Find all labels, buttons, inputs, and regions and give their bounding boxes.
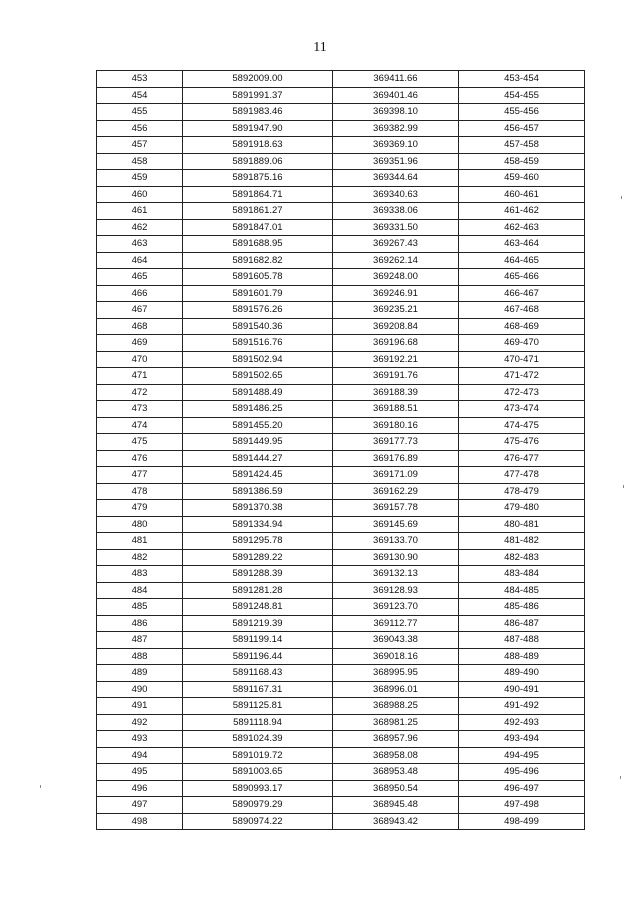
table-row bbox=[97, 186, 585, 203]
point-number-cell: 473 bbox=[97, 401, 183, 418]
segment-cell: 486-487 bbox=[459, 615, 585, 632]
y-coordinate-cell: 369401.46 bbox=[333, 87, 459, 104]
x-coordinate-cell: 5891118.94 bbox=[183, 714, 333, 731]
segment-cell: 464-465 bbox=[459, 252, 585, 269]
y-coordinate-cell: 369192.21 bbox=[333, 351, 459, 368]
segment-cell: 495-496 bbox=[459, 764, 585, 781]
y-coordinate-cell: 369369.10 bbox=[333, 137, 459, 154]
segment-cell: 482-483 bbox=[459, 549, 585, 566]
y-coordinate-cell: 369351.96 bbox=[333, 153, 459, 170]
table-row bbox=[97, 351, 585, 368]
point-number-cell: 483 bbox=[97, 566, 183, 583]
y-coordinate-cell: 368988.25 bbox=[333, 698, 459, 715]
point-number-cell: 453 bbox=[97, 71, 183, 88]
segment-cell: 465-466 bbox=[459, 269, 585, 286]
y-coordinate-cell: 369145.69 bbox=[333, 516, 459, 533]
y-coordinate-cell: 369331.50 bbox=[333, 219, 459, 236]
point-number-cell: 489 bbox=[97, 665, 183, 682]
x-coordinate-cell: 5891605.78 bbox=[183, 269, 333, 286]
x-coordinate-cell: 5891861.27 bbox=[183, 203, 333, 220]
y-coordinate-cell: 369196.68 bbox=[333, 335, 459, 352]
segment-cell: 494-495 bbox=[459, 747, 585, 764]
table-row bbox=[97, 483, 585, 500]
point-number-cell: 478 bbox=[97, 483, 183, 500]
x-coordinate-cell: 5891219.39 bbox=[183, 615, 333, 632]
page-number: 11 bbox=[313, 40, 327, 55]
table-row bbox=[97, 582, 585, 599]
segment-cell: 460-461 bbox=[459, 186, 585, 203]
point-number-cell: 498 bbox=[97, 813, 183, 830]
point-number-cell: 475 bbox=[97, 434, 183, 451]
segment-cell: 488-489 bbox=[459, 648, 585, 665]
table-row bbox=[97, 698, 585, 715]
x-coordinate-cell: 5891875.16 bbox=[183, 170, 333, 187]
x-coordinate-cell: 5891449.95 bbox=[183, 434, 333, 451]
table-row bbox=[97, 467, 585, 484]
x-coordinate-cell: 5891281.28 bbox=[183, 582, 333, 599]
y-coordinate-cell: 369123.70 bbox=[333, 599, 459, 616]
table-row bbox=[97, 549, 585, 566]
point-number-cell: 492 bbox=[97, 714, 183, 731]
point-number-cell: 462 bbox=[97, 219, 183, 236]
segment-cell: 479-480 bbox=[459, 500, 585, 517]
x-coordinate-cell: 5891486.25 bbox=[183, 401, 333, 418]
table-row bbox=[97, 648, 585, 665]
table-row bbox=[97, 335, 585, 352]
x-coordinate-cell: 5890993.17 bbox=[183, 780, 333, 797]
table-row bbox=[97, 764, 585, 781]
segment-cell: 481-482 bbox=[459, 533, 585, 550]
table-row bbox=[97, 417, 585, 434]
x-coordinate-cell: 5891847.01 bbox=[183, 219, 333, 236]
y-coordinate-cell: 369262.14 bbox=[333, 252, 459, 269]
scan-mark bbox=[620, 776, 621, 779]
y-coordinate-cell: 369382.99 bbox=[333, 120, 459, 137]
table-row bbox=[97, 104, 585, 121]
table-row bbox=[97, 137, 585, 154]
table-row bbox=[97, 615, 585, 632]
point-number-cell: 459 bbox=[97, 170, 183, 187]
segment-cell: 491-492 bbox=[459, 698, 585, 715]
y-coordinate-cell: 369191.76 bbox=[333, 368, 459, 385]
table-row bbox=[97, 533, 585, 550]
y-coordinate-cell: 369411.66 bbox=[333, 71, 459, 88]
table-row bbox=[97, 599, 585, 616]
table-row bbox=[97, 450, 585, 467]
table-row bbox=[97, 252, 585, 269]
y-coordinate-cell: 369018.16 bbox=[333, 648, 459, 665]
segment-cell: 462-463 bbox=[459, 219, 585, 236]
x-coordinate-cell: 5891455.20 bbox=[183, 417, 333, 434]
x-coordinate-cell: 5892009.00 bbox=[183, 71, 333, 88]
segment-cell: 473-474 bbox=[459, 401, 585, 418]
table-row bbox=[97, 566, 585, 583]
point-number-cell: 491 bbox=[97, 698, 183, 715]
y-coordinate-cell: 369162.29 bbox=[333, 483, 459, 500]
x-coordinate-cell: 5891019.72 bbox=[183, 747, 333, 764]
segment-cell: 492-493 bbox=[459, 714, 585, 731]
table-row bbox=[97, 813, 585, 830]
y-coordinate-cell: 368996.01 bbox=[333, 681, 459, 698]
x-coordinate-cell: 5891196.44 bbox=[183, 648, 333, 665]
y-coordinate-cell: 368957.96 bbox=[333, 731, 459, 748]
table-row bbox=[97, 632, 585, 649]
segment-cell: 468-469 bbox=[459, 318, 585, 335]
y-coordinate-cell: 368981.25 bbox=[333, 714, 459, 731]
y-coordinate-cell: 368995.95 bbox=[333, 665, 459, 682]
x-coordinate-cell: 5891199.14 bbox=[183, 632, 333, 649]
y-coordinate-cell: 369340.63 bbox=[333, 186, 459, 203]
point-number-cell: 467 bbox=[97, 302, 183, 319]
y-coordinate-cell: 369180.16 bbox=[333, 417, 459, 434]
y-coordinate-cell: 368953.48 bbox=[333, 764, 459, 781]
table-row bbox=[97, 780, 585, 797]
x-coordinate-cell: 5891488.49 bbox=[183, 384, 333, 401]
x-coordinate-cell: 5891288.39 bbox=[183, 566, 333, 583]
x-coordinate-cell: 5891576.26 bbox=[183, 302, 333, 319]
x-coordinate-cell: 5891983.46 bbox=[183, 104, 333, 121]
point-number-cell: 468 bbox=[97, 318, 183, 335]
table-row bbox=[97, 434, 585, 451]
y-coordinate-cell: 369344.64 bbox=[333, 170, 459, 187]
segment-cell: 456-457 bbox=[459, 120, 585, 137]
x-coordinate-cell: 5891502.94 bbox=[183, 351, 333, 368]
x-coordinate-cell: 5891947.90 bbox=[183, 120, 333, 137]
x-coordinate-cell: 5891682.82 bbox=[183, 252, 333, 269]
x-coordinate-cell: 5891003.65 bbox=[183, 764, 333, 781]
table-row bbox=[97, 318, 585, 335]
table-row bbox=[97, 87, 585, 104]
segment-cell: 497-498 bbox=[459, 797, 585, 814]
x-coordinate-cell: 5891424.45 bbox=[183, 467, 333, 484]
point-number-cell: 477 bbox=[97, 467, 183, 484]
y-coordinate-cell: 369176.89 bbox=[333, 450, 459, 467]
segment-cell: 472-473 bbox=[459, 384, 585, 401]
point-number-cell: 456 bbox=[97, 120, 183, 137]
y-coordinate-cell: 368945.48 bbox=[333, 797, 459, 814]
segment-cell: 470-471 bbox=[459, 351, 585, 368]
segment-cell: 461-462 bbox=[459, 203, 585, 220]
segment-cell: 466-467 bbox=[459, 285, 585, 302]
x-coordinate-cell: 5891248.81 bbox=[183, 599, 333, 616]
point-number-cell: 488 bbox=[97, 648, 183, 665]
y-coordinate-cell: 369128.93 bbox=[333, 582, 459, 599]
segment-cell: 498-499 bbox=[459, 813, 585, 830]
y-coordinate-cell: 369043.38 bbox=[333, 632, 459, 649]
y-coordinate-cell: 369132.13 bbox=[333, 566, 459, 583]
table-row bbox=[97, 401, 585, 418]
segment-cell: 493-494 bbox=[459, 731, 585, 748]
segment-cell: 463-464 bbox=[459, 236, 585, 253]
x-coordinate-cell: 5891502.65 bbox=[183, 368, 333, 385]
x-coordinate-cell: 5891024.39 bbox=[183, 731, 333, 748]
segment-cell: 477-478 bbox=[459, 467, 585, 484]
point-number-cell: 463 bbox=[97, 236, 183, 253]
y-coordinate-cell: 369171.09 bbox=[333, 467, 459, 484]
segment-cell: 478-479 bbox=[459, 483, 585, 500]
point-number-cell: 457 bbox=[97, 137, 183, 154]
table-row bbox=[97, 236, 585, 253]
table-row bbox=[97, 681, 585, 698]
point-number-cell: 487 bbox=[97, 632, 183, 649]
y-coordinate-cell: 369188.51 bbox=[333, 401, 459, 418]
point-number-cell: 471 bbox=[97, 368, 183, 385]
table-row bbox=[97, 120, 585, 137]
scan-mark bbox=[40, 785, 41, 788]
x-coordinate-cell: 5891167.31 bbox=[183, 681, 333, 698]
x-coordinate-cell: 5891125.81 bbox=[183, 698, 333, 715]
point-number-cell: 490 bbox=[97, 681, 183, 698]
point-number-cell: 476 bbox=[97, 450, 183, 467]
table-row bbox=[97, 797, 585, 814]
point-number-cell: 479 bbox=[97, 500, 183, 517]
x-coordinate-cell: 5890974.22 bbox=[183, 813, 333, 830]
point-number-cell: 461 bbox=[97, 203, 183, 220]
point-number-cell: 466 bbox=[97, 285, 183, 302]
y-coordinate-cell: 368958.08 bbox=[333, 747, 459, 764]
segment-cell: 454-455 bbox=[459, 87, 585, 104]
y-coordinate-cell: 369338.06 bbox=[333, 203, 459, 220]
x-coordinate-cell: 5891918.63 bbox=[183, 137, 333, 154]
table-row bbox=[97, 302, 585, 319]
point-number-cell: 455 bbox=[97, 104, 183, 121]
y-coordinate-cell: 368950.54 bbox=[333, 780, 459, 797]
x-coordinate-cell: 5890979.29 bbox=[183, 797, 333, 814]
point-number-cell: 497 bbox=[97, 797, 183, 814]
segment-cell: 458-459 bbox=[459, 153, 585, 170]
table-row bbox=[97, 665, 585, 682]
point-number-cell: 480 bbox=[97, 516, 183, 533]
x-coordinate-cell: 5891601.79 bbox=[183, 285, 333, 302]
segment-cell: 480-481 bbox=[459, 516, 585, 533]
table-row bbox=[97, 153, 585, 170]
coordinates-table bbox=[96, 70, 585, 830]
table-body bbox=[97, 71, 585, 830]
y-coordinate-cell: 369112.77 bbox=[333, 615, 459, 632]
segment-cell: 489-490 bbox=[459, 665, 585, 682]
table-row bbox=[97, 269, 585, 286]
y-coordinate-cell: 369246.91 bbox=[333, 285, 459, 302]
segment-cell: 471-472 bbox=[459, 368, 585, 385]
y-coordinate-cell: 369130.90 bbox=[333, 549, 459, 566]
segment-cell: 496-497 bbox=[459, 780, 585, 797]
y-coordinate-cell: 369267.43 bbox=[333, 236, 459, 253]
table-row bbox=[97, 368, 585, 385]
y-coordinate-cell: 369235.21 bbox=[333, 302, 459, 319]
point-number-cell: 454 bbox=[97, 87, 183, 104]
point-number-cell: 465 bbox=[97, 269, 183, 286]
point-number-cell: 464 bbox=[97, 252, 183, 269]
x-coordinate-cell: 5891688.95 bbox=[183, 236, 333, 253]
table-row bbox=[97, 71, 585, 88]
table-row bbox=[97, 203, 585, 220]
segment-cell: 459-460 bbox=[459, 170, 585, 187]
table-row bbox=[97, 731, 585, 748]
point-number-cell: 472 bbox=[97, 384, 183, 401]
y-coordinate-cell: 369398.10 bbox=[333, 104, 459, 121]
segment-cell: 457-458 bbox=[459, 137, 585, 154]
segment-cell: 469-470 bbox=[459, 335, 585, 352]
y-coordinate-cell: 369133.70 bbox=[333, 533, 459, 550]
point-number-cell: 486 bbox=[97, 615, 183, 632]
table-row bbox=[97, 516, 585, 533]
point-number-cell: 493 bbox=[97, 731, 183, 748]
segment-cell: 490-491 bbox=[459, 681, 585, 698]
segment-cell: 475-476 bbox=[459, 434, 585, 451]
point-number-cell: 470 bbox=[97, 351, 183, 368]
point-number-cell: 469 bbox=[97, 335, 183, 352]
x-coordinate-cell: 5891516.76 bbox=[183, 335, 333, 352]
point-number-cell: 484 bbox=[97, 582, 183, 599]
x-coordinate-cell: 5891289.22 bbox=[183, 549, 333, 566]
table-row bbox=[97, 285, 585, 302]
table-row bbox=[97, 219, 585, 236]
scan-mark bbox=[623, 485, 624, 488]
x-coordinate-cell: 5891334.94 bbox=[183, 516, 333, 533]
point-number-cell: 496 bbox=[97, 780, 183, 797]
table-row bbox=[97, 384, 585, 401]
y-coordinate-cell: 369188.39 bbox=[333, 384, 459, 401]
scan-mark bbox=[621, 196, 622, 199]
y-coordinate-cell: 369248.00 bbox=[333, 269, 459, 286]
x-coordinate-cell: 5891864.71 bbox=[183, 186, 333, 203]
point-number-cell: 485 bbox=[97, 599, 183, 616]
point-number-cell: 494 bbox=[97, 747, 183, 764]
x-coordinate-cell: 5891168.43 bbox=[183, 665, 333, 682]
segment-cell: 453-454 bbox=[459, 71, 585, 88]
point-number-cell: 481 bbox=[97, 533, 183, 550]
table-row bbox=[97, 170, 585, 187]
y-coordinate-cell: 368943.42 bbox=[333, 813, 459, 830]
y-coordinate-cell: 369157.78 bbox=[333, 500, 459, 517]
segment-cell: 467-468 bbox=[459, 302, 585, 319]
segment-cell: 483-484 bbox=[459, 566, 585, 583]
point-number-cell: 460 bbox=[97, 186, 183, 203]
segment-cell: 476-477 bbox=[459, 450, 585, 467]
x-coordinate-cell: 5891370.38 bbox=[183, 500, 333, 517]
segment-cell: 455-456 bbox=[459, 104, 585, 121]
y-coordinate-cell: 369208.84 bbox=[333, 318, 459, 335]
segment-cell: 485-486 bbox=[459, 599, 585, 616]
x-coordinate-cell: 5891386.59 bbox=[183, 483, 333, 500]
y-coordinate-cell: 369177.73 bbox=[333, 434, 459, 451]
table-row bbox=[97, 714, 585, 731]
table-row bbox=[97, 747, 585, 764]
point-number-cell: 474 bbox=[97, 417, 183, 434]
point-number-cell: 482 bbox=[97, 549, 183, 566]
segment-cell: 474-475 bbox=[459, 417, 585, 434]
x-coordinate-cell: 5891295.78 bbox=[183, 533, 333, 550]
segment-cell: 484-485 bbox=[459, 582, 585, 599]
point-number-cell: 495 bbox=[97, 764, 183, 781]
x-coordinate-cell: 5891991.37 bbox=[183, 87, 333, 104]
segment-cell: 487-488 bbox=[459, 632, 585, 649]
x-coordinate-cell: 5891444.27 bbox=[183, 450, 333, 467]
table-row bbox=[97, 500, 585, 517]
point-number-cell: 458 bbox=[97, 153, 183, 170]
x-coordinate-cell: 5891889.06 bbox=[183, 153, 333, 170]
x-coordinate-cell: 5891540.36 bbox=[183, 318, 333, 335]
